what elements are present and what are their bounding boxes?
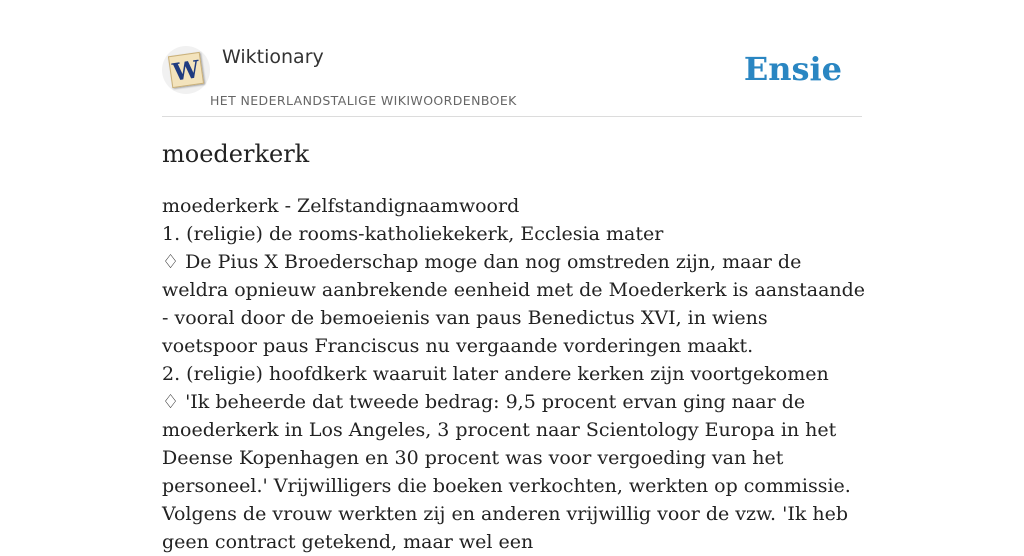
ensie-logo[interactable]: Ensie [743, 50, 842, 88]
entry-heading-line: moederkerk - Zelfstandignaamwoord [162, 195, 520, 217]
definition-2: 2. (religie) hoofdkerk waaruit later andere kerken zijn voortgekomen [162, 363, 829, 385]
definition-1: 1. (religie) de rooms-katholiekekerk, Ecclesia mater [162, 223, 664, 245]
example-2: ♢ 'Ik beheerde dat tweede bedrag: 9,5 procent ervan ging naar de moederkerk in Los Angeles, 3 procent naar Scientology Europa in het Deense Kopenhagen en 30 procent was voor vergoeding van het personeel.' Vrijwilligers die boeken verkochten, werkten op commissie. Volgens de vrouw werkten zij en anderen vrijwillig voor de vzw. 'Ik heb geen contract getekend, maar wel een [162, 391, 851, 553]
wiktionary-logo-icon[interactable] [162, 46, 210, 94]
example-1: ♢ De Pius X Broederschap moge dan nog omstreden zijn, maar de weldra opnieuw aanbrekende eenheid met de Moederkerk is aanstaande - vooral door de bemoeienis van paus Benedictus XVI, in wiens voetspoor paus Franciscus nu vergaande vorderingen maakt. [162, 251, 866, 357]
site-header [162, 40, 862, 117]
site-name[interactable]: Wiktionary [222, 46, 324, 68]
site-tagline: HET NEDERLANDSTALIGE WIKIWOORDENBOEK [210, 93, 517, 108]
entry-content [162, 192, 867, 556]
logo-tile: W [168, 52, 204, 88]
entry-title: moederkerk [162, 140, 310, 168]
